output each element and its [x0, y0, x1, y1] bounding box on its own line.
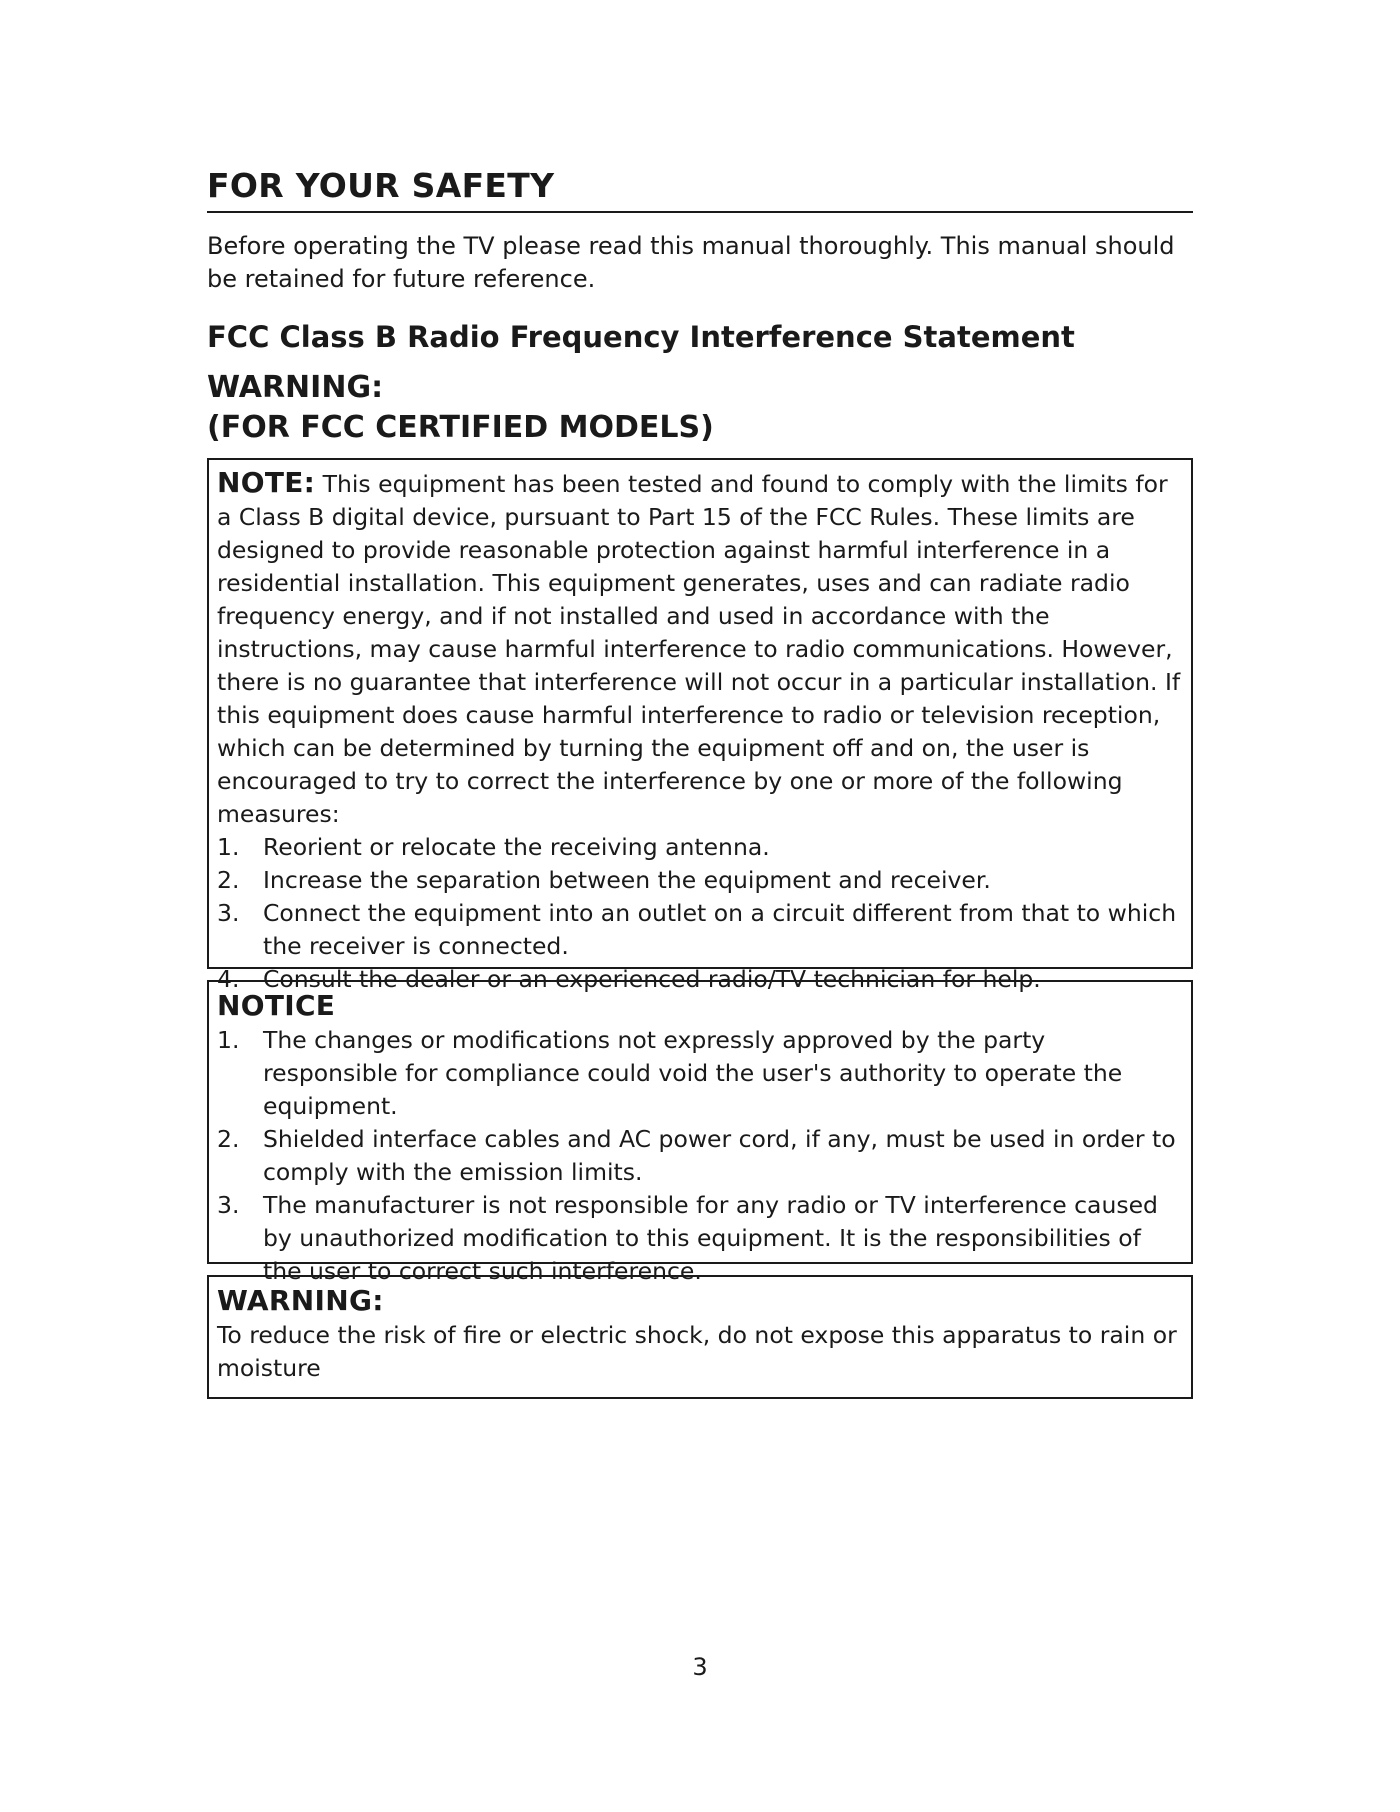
list-item-number: 1. — [217, 833, 240, 861]
list-item-text: Connect the equipment into an outlet on a circuit different from that to which the receiver is connected. — [263, 899, 1177, 960]
note-measures-list — [217, 831, 1183, 996]
list-item-text: The manufacturer is not responsible for any radio or TV interference caused by unauthorized modification to this equipment. It is the responsibilities of the user to correct such interference. — [263, 1191, 1158, 1285]
warning-box-title: WARNING: — [217, 1284, 384, 1317]
list-item-number: 2. — [217, 1125, 240, 1153]
fcc-section-heading: FCC Class B Radio Frequency Interference Statement — [207, 320, 1075, 354]
notice-list — [217, 1024, 1183, 1288]
warning-heading-line1: WARNING: — [207, 370, 384, 405]
notice-box — [207, 980, 1193, 1285]
warning-box — [207, 1275, 1193, 1399]
list-item — [217, 1123, 1183, 1189]
list-item-number: 1. — [217, 1026, 240, 1054]
page-title: FOR YOUR SAFETY — [207, 165, 1193, 213]
note-box — [207, 458, 1193, 993]
list-item-text: The changes or modifications not expressly approved by the party responsible for compliance could void the user's authority to operate the equipment. — [263, 1026, 1123, 1120]
note-paragraph — [217, 466, 1183, 831]
list-item-text: Increase the separation between the equipment and receiver. — [263, 866, 991, 894]
warning-heading-line2: (FOR FCC CERTIFIED MODELS) — [207, 410, 714, 445]
list-item-number: 4. — [217, 965, 240, 993]
list-item-text: Consult the dealer or an experienced radio/TV technician for help. — [263, 965, 1041, 993]
list-item-text: Reorient or relocate the receiving antenna. — [263, 833, 770, 861]
list-item — [217, 1024, 1183, 1123]
list-item — [217, 831, 1183, 864]
fcc-warning-heading — [207, 368, 1193, 448]
list-item-number: 2. — [217, 866, 240, 894]
list-item — [217, 897, 1183, 963]
page-number: 3 — [692, 1653, 708, 1681]
note-label: NOTE: — [217, 466, 316, 499]
note-text: This equipment has been tested and found to comply with the limits for a Class B digital device, pursuant to Part 15 of the FCC Rules. These limits are designed to provide reasonable protection against harmful interference in a residential installation. This equipment generates, uses and can radiate radio frequency energy, and if not installed and used in accordance with the instructions, may cause harmful interference to radio communications. However, there is no guarantee that interference will not occur in a particular installation. If this equipment does cause harmful interference to radio or television reception, which can be determined by turning the equipment off and on, the user is encouraged to try to correct the interference by one or more of the following measures: — [217, 470, 1181, 828]
list-item-number: 3. — [217, 1191, 240, 1219]
warning-box-text: To reduce the risk of fire or electric shock, do not expose this apparatus to rain or moisture — [217, 1321, 1177, 1382]
list-item — [217, 864, 1183, 897]
notice-title: NOTICE — [217, 989, 336, 1022]
list-item-number: 3. — [217, 899, 240, 927]
list-item — [217, 1189, 1183, 1288]
list-item-text: Shielded interface cables and AC power cord, if any, must be used in order to comply with the emission limits. — [263, 1125, 1176, 1186]
intro-paragraph: Before operating the TV please read this manual thoroughly. This manual should be retained for future reference. — [207, 232, 1175, 293]
